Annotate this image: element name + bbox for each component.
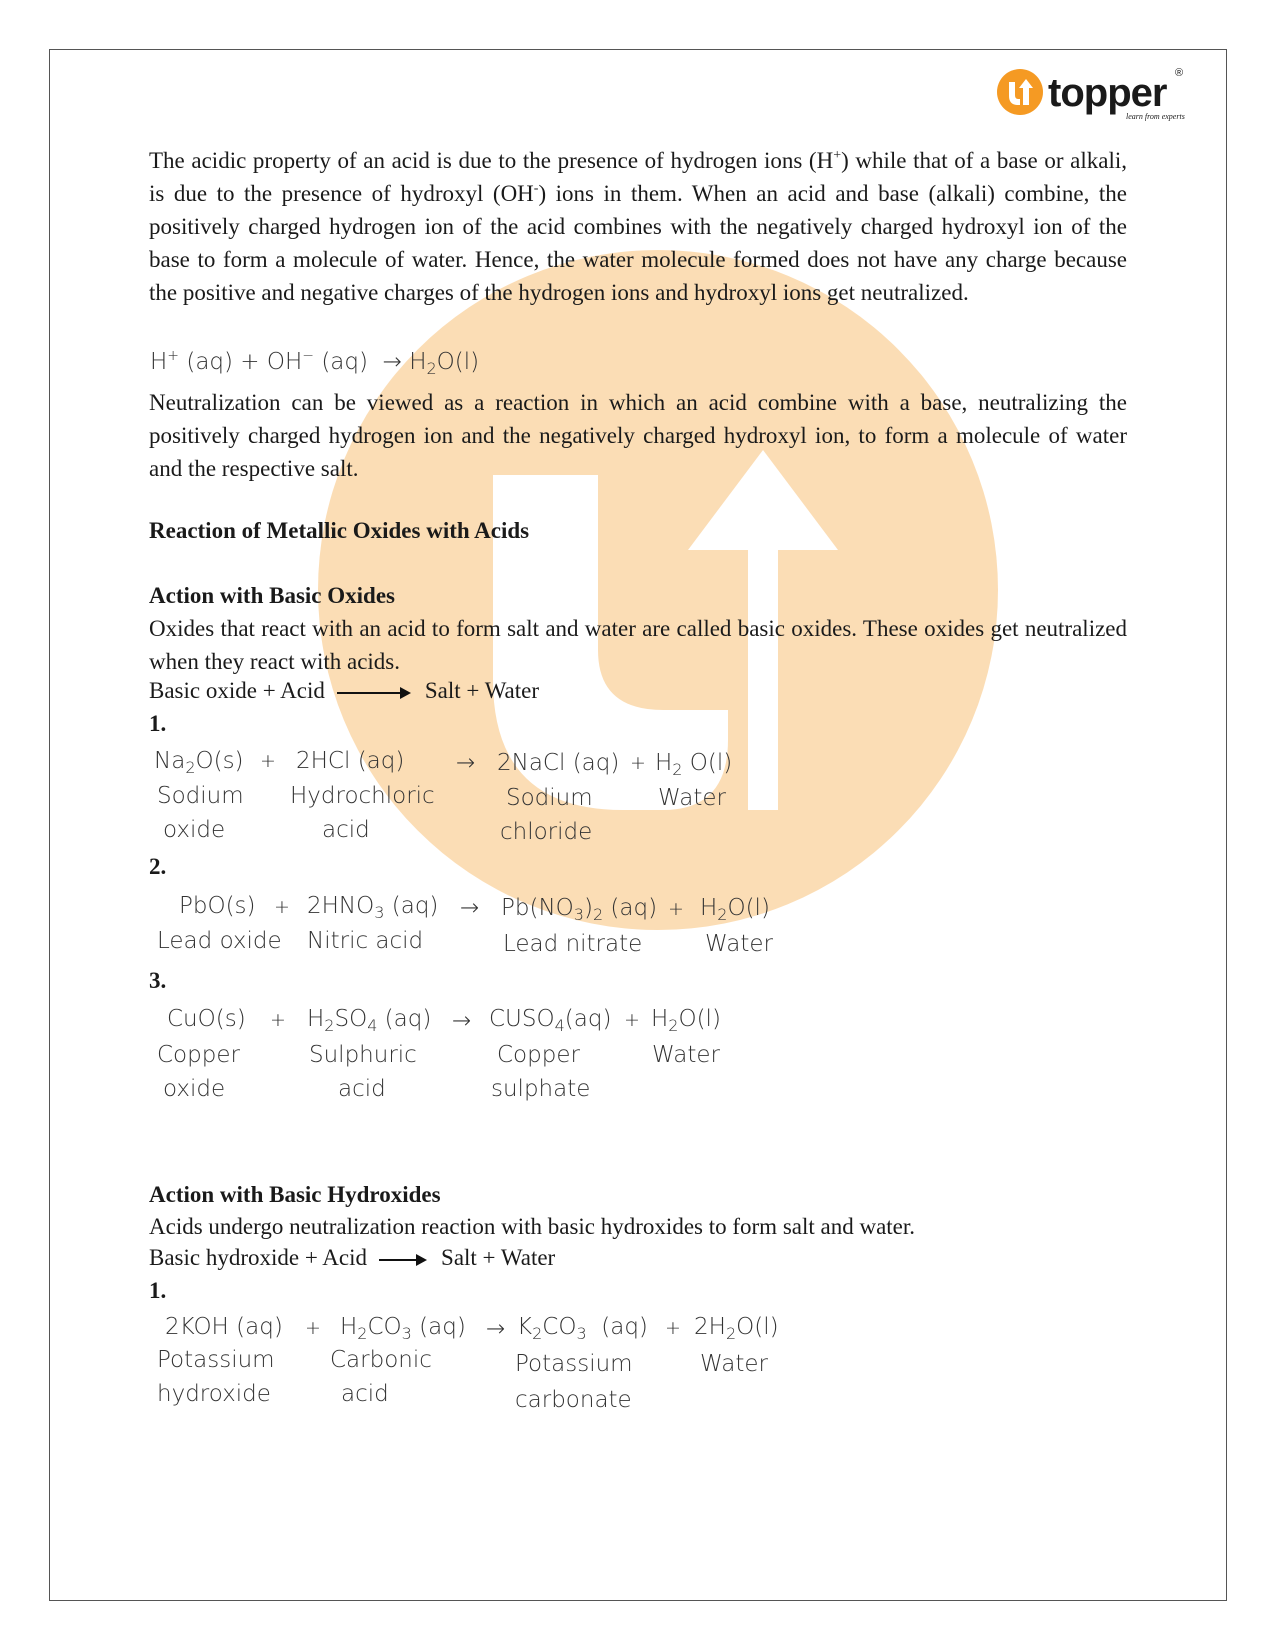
label-potassium: Potassium xyxy=(515,1351,633,1377)
reactant-copper-oxide: CuO(s) xyxy=(167,1006,246,1032)
basic-oxides-text: Oxides that react with an acid to form salt and water are called basic oxides. These oxides get neutralized when they react with acids. xyxy=(149,616,1127,674)
reactant-carbonic-acid: $H_2CO_3$ (aq) xyxy=(340,1314,466,1343)
reactant-hydrochloric-acid: 2HCl (aq) xyxy=(296,748,405,774)
product-water: $H_2$ O(l) xyxy=(655,750,733,779)
plus-sign: + xyxy=(260,750,276,772)
plus-sign: + xyxy=(665,1317,681,1339)
product-lead-nitrate: $Pb(NO_3)_2$ (aq) xyxy=(501,895,658,924)
product-water: $2H_2O(l)$ xyxy=(694,1314,779,1343)
plus-sign: + xyxy=(630,752,646,774)
plus-sign: + xyxy=(624,1009,640,1031)
basic-hydroxides-text: Acids undergo neutralization reaction with basic hydroxides to form salt and water. xyxy=(149,1214,916,1239)
label-sulphuric: Sulphuric xyxy=(309,1042,417,1068)
label-potassium: Potassium xyxy=(157,1347,275,1373)
right-arrow-icon xyxy=(379,1259,425,1261)
label-sodium: Sodium xyxy=(157,783,244,809)
reaction-number-1: 1. xyxy=(149,711,167,736)
reactant-potassium-hydroxide: 2KOH (aq) xyxy=(165,1314,283,1340)
label-acid: acid xyxy=(322,817,370,843)
topper-logo-icon xyxy=(996,62,1191,124)
basic-hydroxides-heading: Action with Basic Hydroxides xyxy=(149,1182,441,1207)
basic-hydroxides-word-equation: Basic hydroxide + Acid Salt + Water xyxy=(149,1245,556,1270)
plus-sign: + xyxy=(274,896,290,918)
reactant-sulphuric-acid: $H_2SO_4$ (aq) xyxy=(307,1006,432,1035)
product-water: $H_2O(l)$ xyxy=(651,1006,721,1035)
intro-paragraph: The acidic property of an acid is due to the presence of hydrogen ions (H+) while that of a base or alkali, is due to the presence of hydroxyl (OH-) ions in them. When an acid and base (alkali) combine, the positively charged hydrogen ion of the acid combines with the negatively charged hydroxyl ion of the base to form a molecule of water. Hence, the water molecule formed does not have any charge because the positive and negative charges of the hydrogen ions and hydroxyl ions get neutralized. xyxy=(149,148,1127,305)
neutralization-paragraph: Neutralization can be viewed as a reaction in which an acid combine with a base, neutralizing the positively charged hydrogen ion and the negatively charged hydroxyl ion, to form a molecule of water and the respective salt. xyxy=(149,390,1127,481)
label-lead-oxide: Lead oxide xyxy=(157,928,282,954)
reaction-arrow: → xyxy=(452,1008,472,1034)
label-nitric-acid: Nitric acid xyxy=(307,928,424,954)
reaction-number-1: 1. xyxy=(149,1278,167,1303)
reaction-arrow: → xyxy=(460,895,480,921)
label-water: Water xyxy=(700,1351,768,1377)
label-oxide: oxide xyxy=(163,1076,226,1102)
plus-sign: + xyxy=(305,1317,321,1339)
reaction-arrow: → xyxy=(486,1316,506,1342)
product-water: $H_2O(l)$ xyxy=(700,895,770,924)
label-carbonate: carbonate xyxy=(515,1387,632,1413)
basic-oxides-word-equation: Basic oxide + Acid Salt + Water xyxy=(149,678,540,703)
plus-sign: + xyxy=(668,898,684,920)
ionic-equation: H+ (aq) + OH− $(aq) \to H_2O(l)$ xyxy=(150,348,480,378)
label-acid: acid xyxy=(341,1381,389,1407)
plus-sign: + xyxy=(270,1009,286,1031)
right-arrow-icon xyxy=(337,692,409,694)
label-water: Water xyxy=(652,1042,720,1068)
label-copper: Copper xyxy=(497,1042,580,1068)
product-copper-sulphate: $CUSO_4(aq)$ xyxy=(489,1006,612,1035)
product-sodium-chloride: 2NaCl (aq) xyxy=(497,750,620,776)
reaction-arrow: → xyxy=(456,750,476,776)
label-acid: acid xyxy=(338,1076,386,1102)
label-hydroxide: hydroxide xyxy=(157,1381,271,1407)
label-hydrochloric: Hydrochloric xyxy=(290,783,435,809)
svg-text:®: ® xyxy=(1175,67,1184,79)
section-heading: Reaction of Metallic Oxides with Acids xyxy=(149,518,530,543)
reaction-number-2: 2. xyxy=(149,854,167,879)
label-water: Water xyxy=(658,785,726,811)
reaction-number-3: 3. xyxy=(149,968,167,993)
label-oxide: oxide xyxy=(163,817,226,843)
label-chloride: chloride xyxy=(500,819,593,845)
reactant-nitric-acid: $2HNO_3$ (aq) xyxy=(307,893,439,922)
label-lead-nitrate: Lead nitrate xyxy=(503,931,643,957)
label-sulphate: sulphate xyxy=(491,1076,591,1102)
label-carbonic: Carbonic xyxy=(330,1347,432,1373)
reactant-lead-oxide: PbO(s) xyxy=(179,893,256,919)
label-sodium: Sodium xyxy=(506,785,593,811)
product-potassium-carbonate: $K_2CO_3$ (aq) xyxy=(517,1314,648,1343)
basic-oxides-heading: Action with Basic Oxides xyxy=(149,583,395,608)
label-water: Water xyxy=(705,931,773,957)
svg-text:topper: topper xyxy=(1048,71,1167,115)
svg-text:learn from experts: learn from experts xyxy=(1126,112,1185,121)
label-copper: Copper xyxy=(157,1042,240,1068)
reactant-sodium-oxide: $Na_2O(s)$ xyxy=(154,748,244,777)
